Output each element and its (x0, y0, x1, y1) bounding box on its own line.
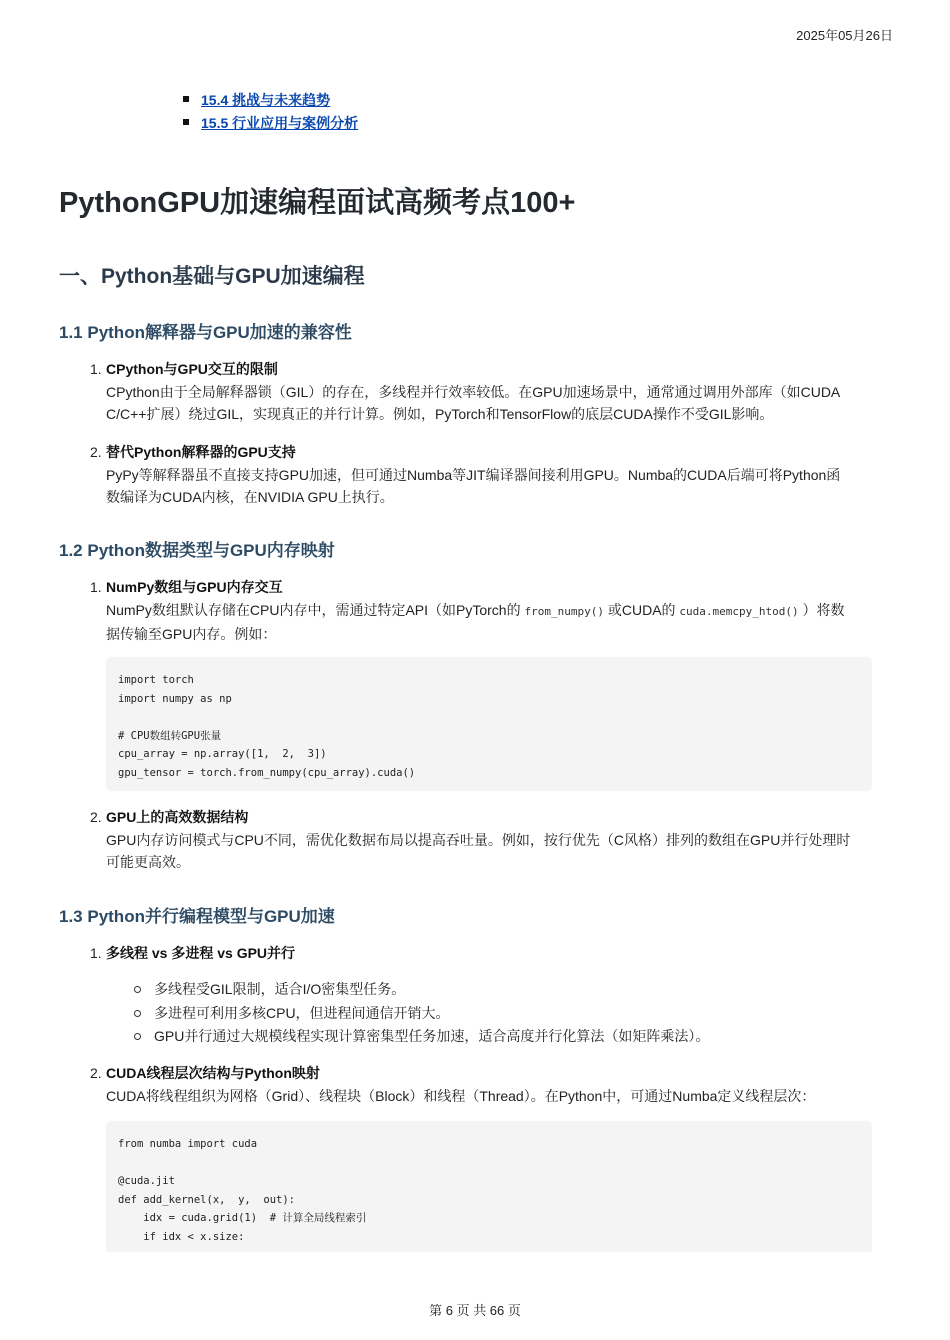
item-body-line: CPython由于全局解释器锁（GIL）的存在，多线程并行效率较低。在GPU加速场景中，通常通过调用外部库（如CUDA (106, 383, 841, 400)
code-block: from numba import cuda @cuda.jit def add_kernel(x, y, out): idx = cuda.grid(1) # 计算全局线程索引 if idx < x.size: (106, 1121, 872, 1252)
list-item (90, 441, 870, 509)
toc-link-15-5[interactable]: 15.5 行业应用与案例分析 (201, 115, 359, 131)
list-item (90, 576, 870, 646)
item-number: 2. (90, 1065, 102, 1081)
item-title: GPU上的高效数据结构 (106, 809, 249, 825)
item-number: 1. (90, 945, 102, 961)
sub-bullet-item: 多线程受GIL限制，适合I/O密集型任务。 (134, 978, 709, 1002)
item-title: 替代Python解释器的GPU支持 (106, 444, 296, 460)
page-title: PythonGPU加速编程面试高频考点100+ (59, 187, 576, 219)
section-heading-1-2: 1.2 Python数据类型与GPU内存映射 (59, 541, 335, 560)
item-title: 多线程 vs 多进程 vs GPU并行 (106, 945, 296, 961)
item-number: 1. (90, 361, 102, 377)
page-date: 2025年05月26日 (796, 28, 893, 43)
item-number: 2. (90, 809, 102, 825)
item-body-line: PyPy等解释器虽不直接支持GPU加速，但可通过Numba等JIT编译器间接利用GPU。Numba的CUDA后端可将Python函 (106, 466, 841, 483)
item-number: 1. (90, 579, 102, 595)
section-heading-1-1: 1.1 Python解释器与GPU加速的兼容性 (59, 323, 352, 342)
toc-item[interactable] (183, 113, 358, 136)
item-body-line: NumPy数组默认存储在CPU内存中，需通过特定API（如PyTorch的 from_numpy() 或CUDA的 cuda.memcpy_htod() ）将数 (106, 601, 845, 618)
section-heading-1-3: 1.3 Python并行编程模型与GPU加速 (59, 907, 335, 926)
code-block: import torch import numpy as np # CPU数组转GPU张量 cpu_array = np.array([1, 2, 3]) gpu_tensor = torch.from_numpy(cpu_array).cuda() (106, 657, 872, 791)
sub-bullet-item: GPU并行通过大规模线程实现计算密集型任务加速，适合高度并行化算法（如矩阵乘法）。 (134, 1025, 709, 1049)
list-item (90, 1062, 870, 1107)
sub-bullet-list (134, 978, 709, 1049)
item-number: 2. (90, 444, 102, 460)
toc-list (183, 90, 358, 136)
item-body-line: C/C++扩展）绕过GIL，实现真正的并行计算。例如，PyTorch和TensorFlow的底层CUDA操作不受GIL影响。 (106, 406, 774, 422)
sub-bullet-item: 多进程可利用多核CPU，但进程间通信开销大。 (134, 1002, 709, 1026)
list-item (90, 358, 870, 426)
item-title: CPython与GPU交互的限制 (106, 361, 278, 377)
list-item (90, 806, 870, 874)
item-body-line: CUDA将线程组织为网格（Grid）、线程块（Block）和线程（Thread）。在Python中，可通过Numba定义线程层次： (106, 1087, 816, 1104)
chapter-heading: 一、Python基础与GPU加速编程 (59, 265, 365, 288)
item-title: NumPy数组与GPU内存交互 (106, 579, 283, 595)
item-body-line: 数编译为CUDA内核，在NVIDIA GPU上执行。 (106, 489, 394, 505)
toc-link-15-4[interactable]: 15.4 挑战与未来趋势 (201, 92, 331, 108)
item-title: CUDA线程层次结构与Python映射 (106, 1065, 320, 1081)
inline-code: from_numpy() (524, 604, 604, 618)
page-footer: 第 6 页 共 66 页 (429, 1303, 521, 1318)
item-body-line: 可能更高效。 (106, 854, 190, 870)
item-body-line: GPU内存访问模式与CPU不同，需优化数据布局以提高吞吐量。例如，按行优先（C风格）排列的数组在GPU并行处理时 (106, 831, 851, 848)
item-body-line: 据传输至GPU内存。例如： (106, 626, 277, 642)
list-item (90, 942, 870, 965)
inline-code: cuda.memcpy_htod() (679, 604, 799, 618)
toc-item[interactable] (183, 90, 358, 113)
